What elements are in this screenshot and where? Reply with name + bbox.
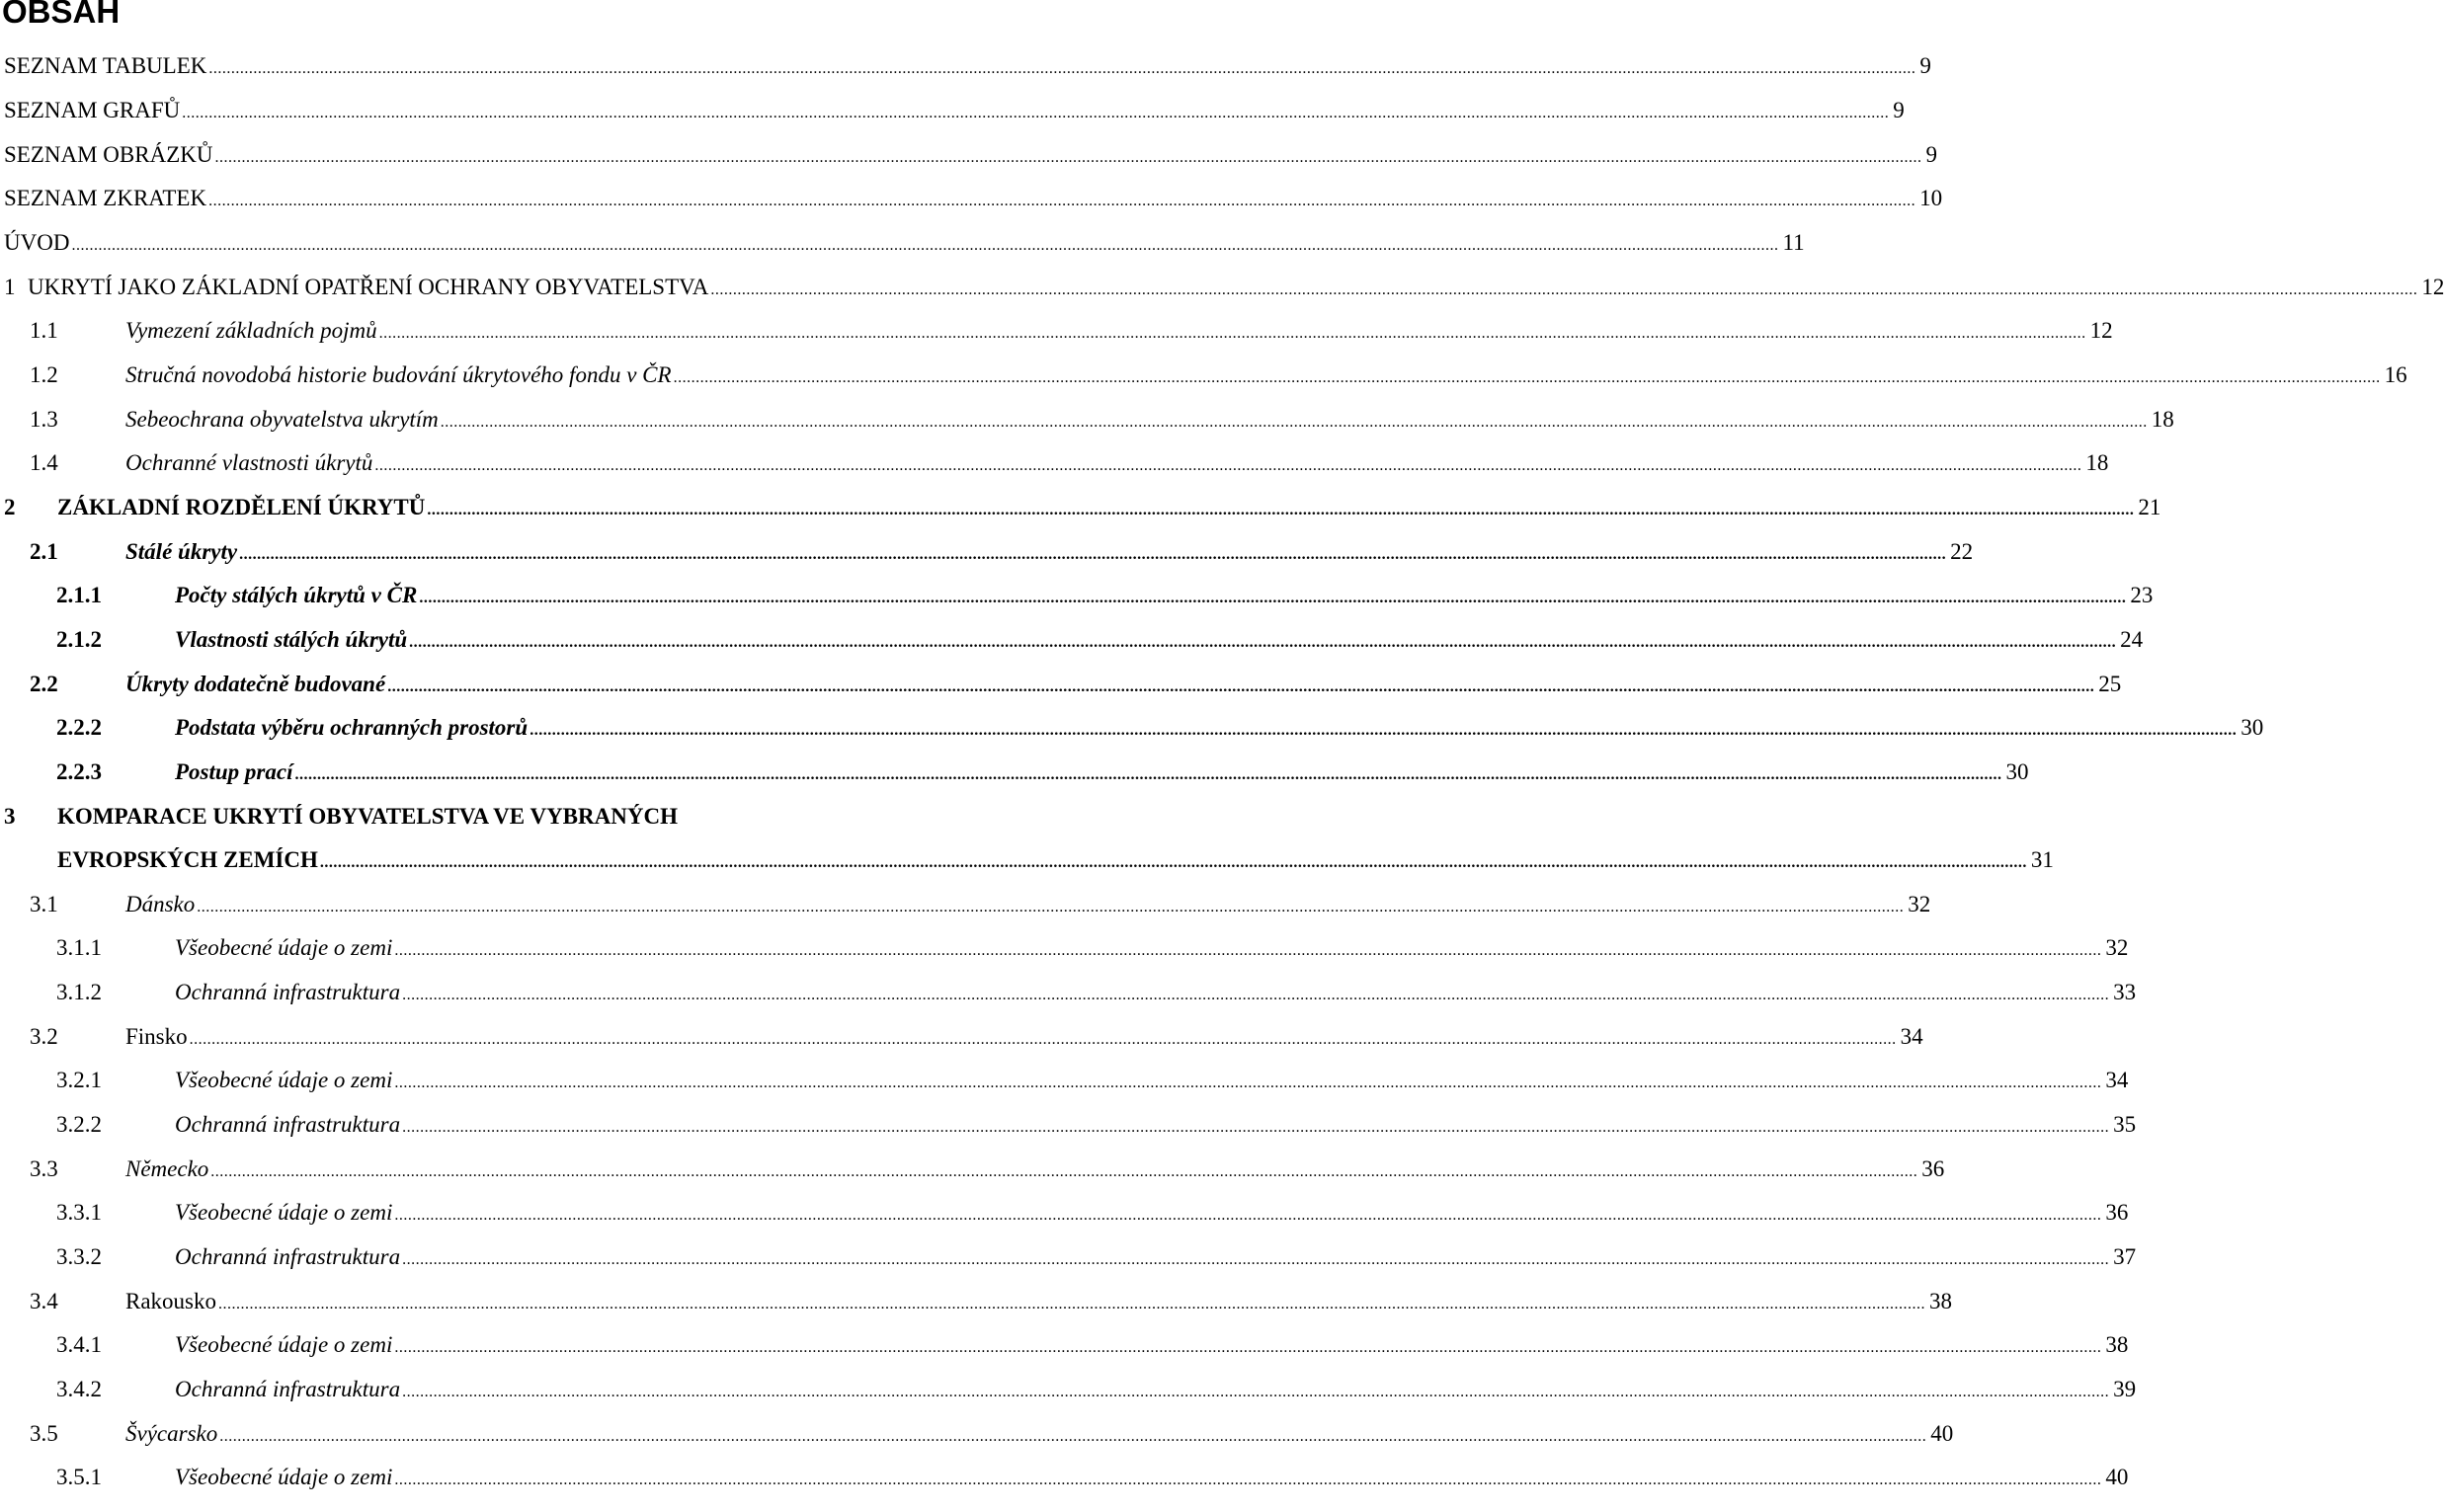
toc-entry-number: 3.5 xyxy=(30,1421,58,1446)
toc-entry-title: Stálé úkryty xyxy=(125,539,238,564)
toc-entry-number: 3.4 xyxy=(30,1289,58,1313)
toc-entry[interactable] xyxy=(0,226,1805,260)
toc-entry-title: Sebeochrana obyvatelstva ukrytím xyxy=(125,407,439,432)
toc-entry-title: Všeobecné údaje o zemi xyxy=(175,1200,393,1225)
dot-leader xyxy=(197,891,1904,924)
toc-entry[interactable] xyxy=(0,756,2029,789)
toc-entry[interactable] xyxy=(0,579,2154,612)
toc-entry[interactable] xyxy=(0,1153,1945,1186)
toc-entry-title: Vymezení základních pojmů xyxy=(125,318,377,343)
dot-leader xyxy=(182,97,1889,130)
toc-entry-number: 2 xyxy=(4,495,16,519)
toc-entry-title: Rakousko xyxy=(125,1289,216,1313)
toc-entry-number: 3.4.2 xyxy=(56,1377,102,1401)
toc-entry[interactable] xyxy=(0,271,2444,304)
toc-entry-number: 3 xyxy=(4,804,16,829)
toc-entry-title: Ochranná infrastruktura xyxy=(175,1377,401,1401)
toc-entry-page: 36 xyxy=(1921,1156,1945,1181)
toc-entry[interactable] xyxy=(0,931,2129,965)
toc-entry[interactable] xyxy=(0,623,2144,657)
toc-entry-title: KOMPARACE UKRYTÍ OBYVATELSTVA VE VYBRANÝCH xyxy=(57,804,678,829)
toc-entry-page: 9 xyxy=(1893,98,1905,122)
toc-entry-page: 36 xyxy=(2105,1200,2129,1225)
toc-entry-page: 12 xyxy=(2089,318,2113,343)
dot-leader xyxy=(208,185,1915,218)
dot-leader xyxy=(71,229,1778,263)
toc-entry-page: 18 xyxy=(2085,450,2109,475)
toc-entry-page: 37 xyxy=(2113,1244,2137,1269)
toc-entry-page: 23 xyxy=(2130,583,2154,607)
toc-entry-page: 10 xyxy=(1919,186,1943,210)
dot-leader xyxy=(210,1155,1917,1189)
dot-leader xyxy=(409,626,2116,660)
dot-leader xyxy=(402,1243,2109,1277)
toc-entry-title: Úkryty dodatečně budované xyxy=(125,672,386,696)
toc-entry-page: 35 xyxy=(2113,1112,2137,1137)
toc-entry[interactable] xyxy=(0,976,2137,1009)
dot-leader xyxy=(402,979,2109,1012)
dot-leader xyxy=(219,1420,1926,1454)
page-title: OBSAH xyxy=(2,0,121,30)
toc-entry-number: 3.1 xyxy=(30,892,58,916)
toc-entry-page: 32 xyxy=(2105,935,2129,960)
toc-entry-title: Ochranná infrastruktura xyxy=(175,1244,401,1269)
toc-entry-number: 2.2 xyxy=(30,672,58,696)
dot-leader xyxy=(394,934,2101,968)
toc-entry-continuation[interactable] xyxy=(0,843,2054,877)
dot-leader xyxy=(218,1288,1925,1321)
toc-entry-title: Postup prací xyxy=(175,759,293,784)
toc-entry-number: 3.2.2 xyxy=(56,1112,102,1137)
toc-entry-number: 3.3 xyxy=(30,1156,58,1181)
dot-leader xyxy=(530,714,2237,748)
toc-entry-page: 38 xyxy=(2105,1332,2129,1357)
toc-entry-number: 2.2.2 xyxy=(56,715,102,740)
toc-entry-number: 3.2.1 xyxy=(56,1068,102,1092)
toc-entry-page: 40 xyxy=(1930,1421,1954,1446)
toc-entry[interactable] xyxy=(0,446,2109,480)
toc-entry[interactable] xyxy=(0,138,1937,172)
toc-entry[interactable] xyxy=(0,1108,2137,1142)
toc-entry-page: 16 xyxy=(2384,362,2407,387)
toc-entry-title: ZÁKLADNÍ ROZDĚLENÍ ÚKRYTŮ xyxy=(57,495,426,519)
toc-entry[interactable] xyxy=(0,888,1931,921)
dot-leader xyxy=(387,671,2094,704)
dot-leader xyxy=(402,1376,2109,1409)
toc-entry-title: Všeobecné údaje o zemi xyxy=(175,1068,393,1092)
toc-entry-number: 3.1.2 xyxy=(56,980,102,1004)
toc-entry-number: 3.1.1 xyxy=(56,935,102,960)
toc-entry[interactable] xyxy=(0,358,2407,392)
toc-entry-page: 30 xyxy=(2005,759,2029,784)
dot-leader xyxy=(419,582,2126,615)
toc-entry-number: 3.3.2 xyxy=(56,1244,102,1269)
dot-leader xyxy=(402,1111,2109,1145)
toc-entry[interactable] xyxy=(0,1461,2129,1494)
dot-leader xyxy=(394,1199,2101,1233)
toc-entry-page: 39 xyxy=(2113,1377,2137,1401)
toc-entry-title: Počty stálých úkrytů v ČR xyxy=(175,583,418,607)
dot-leader xyxy=(374,449,2081,483)
toc-entry-title: Všeobecné údaje o zemi xyxy=(175,935,393,960)
toc-entry-title: SEZNAM TABULEK xyxy=(4,53,207,78)
toc-entry-page: 21 xyxy=(2138,495,2161,519)
toc-entry-page: 9 xyxy=(1919,53,1931,78)
toc-entry-title: Německo xyxy=(125,1156,209,1181)
toc-entry[interactable] xyxy=(0,1240,2137,1274)
toc-entry-title: Stručná novodobá historie budování úkrytového fondu v ČR xyxy=(125,362,672,387)
dot-leader xyxy=(427,494,2134,527)
toc-entry-title: SEZNAM OBRÁZKŮ xyxy=(4,142,213,167)
toc-entry-number: 3.5.1 xyxy=(56,1465,102,1489)
toc-entry-page: 22 xyxy=(1950,539,1974,564)
dot-leader xyxy=(674,361,2381,395)
toc-entry-page: 40 xyxy=(2105,1465,2129,1489)
toc-entry[interactable] xyxy=(0,1285,1952,1318)
toc-entry-page: 34 xyxy=(2105,1068,2129,1092)
toc-entry-number: 3.2 xyxy=(30,1024,58,1049)
toc-entry-title: Ochranná infrastruktura xyxy=(175,1112,401,1137)
dot-leader xyxy=(320,846,2027,880)
toc-entry[interactable] xyxy=(0,800,950,834)
toc-entry-title: Dánsko xyxy=(125,892,196,916)
toc-entry-title: Vlastnosti stálých úkrytů xyxy=(175,627,408,652)
toc-entry[interactable] xyxy=(0,491,2161,524)
toc-entry[interactable] xyxy=(0,1196,2129,1230)
toc-entry-page: 34 xyxy=(1900,1024,1923,1049)
toc-entry-title: Finsko xyxy=(125,1024,188,1049)
toc-entry[interactable] xyxy=(0,668,2122,701)
toc-entry-number: 2.1.1 xyxy=(56,583,102,607)
toc-entry-page: 24 xyxy=(2120,627,2144,652)
dot-leader xyxy=(214,141,1921,175)
toc-entry-page: 38 xyxy=(1929,1289,1952,1313)
toc-entry-page: 33 xyxy=(2113,980,2137,1004)
dot-leader xyxy=(710,274,2417,307)
toc-entry-title: Podstata výběru ochranných prostorů xyxy=(175,715,529,740)
toc-entry-title: Švýcarsko xyxy=(125,1421,218,1446)
toc-entry[interactable] xyxy=(0,314,2113,348)
toc-entry[interactable] xyxy=(0,1373,2137,1406)
dot-leader xyxy=(294,758,2001,792)
toc-entry[interactable] xyxy=(0,182,1943,215)
toc-entry[interactable] xyxy=(0,711,2264,745)
toc-entry-page: 32 xyxy=(1908,892,1931,916)
toc-entry-number: 3.4.1 xyxy=(56,1332,102,1357)
toc-entry-title: SEZNAM GRAFŮ xyxy=(4,98,181,122)
toc-entry-page: 25 xyxy=(2098,672,2122,696)
toc-entry-page: 9 xyxy=(1925,142,1937,167)
toc-entry-page: 30 xyxy=(2240,715,2264,740)
dot-leader xyxy=(190,1023,1897,1057)
toc-entry-title: Všeobecné údaje o zemi xyxy=(175,1465,393,1489)
toc-entry-number: 2.1.2 xyxy=(56,627,102,652)
toc-entry-number: 2.1 xyxy=(30,539,58,564)
toc-entry[interactable] xyxy=(0,94,1905,127)
dot-leader xyxy=(379,317,2086,351)
dot-leader xyxy=(239,538,1946,572)
dot-leader xyxy=(208,52,1915,86)
toc-entry-title: ÚVOD xyxy=(4,230,70,255)
dot-leader xyxy=(394,1067,2101,1100)
toc-entry[interactable] xyxy=(0,1417,1954,1451)
toc-entry-number: 3.3.1 xyxy=(56,1200,102,1225)
toc-entry-page: 18 xyxy=(2151,407,2174,432)
toc-entry-page: 11 xyxy=(1782,230,1805,255)
toc-entry-title: EVROPSKÝCH ZEMÍCH xyxy=(57,847,318,872)
toc-entry-page: 31 xyxy=(2030,847,2054,872)
dot-leader xyxy=(441,406,2148,439)
toc-entry[interactable] xyxy=(0,1064,2129,1097)
toc-entry-title: Ochranná infrastruktura xyxy=(175,980,401,1004)
toc-entry-number: 1 xyxy=(4,275,16,299)
toc-entry-title: SEZNAM ZKRATEK xyxy=(4,186,207,210)
toc-entry-title: Ochranné vlastnosti úkrytů xyxy=(125,450,373,475)
toc-entry-title: Všeobecné údaje o zemi xyxy=(175,1332,393,1357)
toc-entry-number: 1.2 xyxy=(30,362,58,387)
dot-leader xyxy=(394,1331,2101,1365)
toc-entry[interactable] xyxy=(0,49,1931,83)
toc-entry-number: 1.4 xyxy=(30,450,58,475)
toc-entry[interactable] xyxy=(0,403,2174,437)
toc-entry[interactable] xyxy=(0,1020,1923,1054)
dot-leader xyxy=(394,1464,2101,1497)
toc-entry-number: 1.3 xyxy=(30,407,58,432)
toc-entry-title: UKRYTÍ JAKO ZÁKLADNÍ OPATŘENÍ OCHRANY OBYVATELSTVA xyxy=(28,275,709,299)
toc-entry[interactable] xyxy=(0,1328,2129,1362)
toc-entry[interactable] xyxy=(0,535,1974,569)
toc-entry-number: 2.2.3 xyxy=(56,759,102,784)
toc-entry-page: 12 xyxy=(2421,275,2444,299)
toc-entry-number: 1.1 xyxy=(30,318,58,343)
